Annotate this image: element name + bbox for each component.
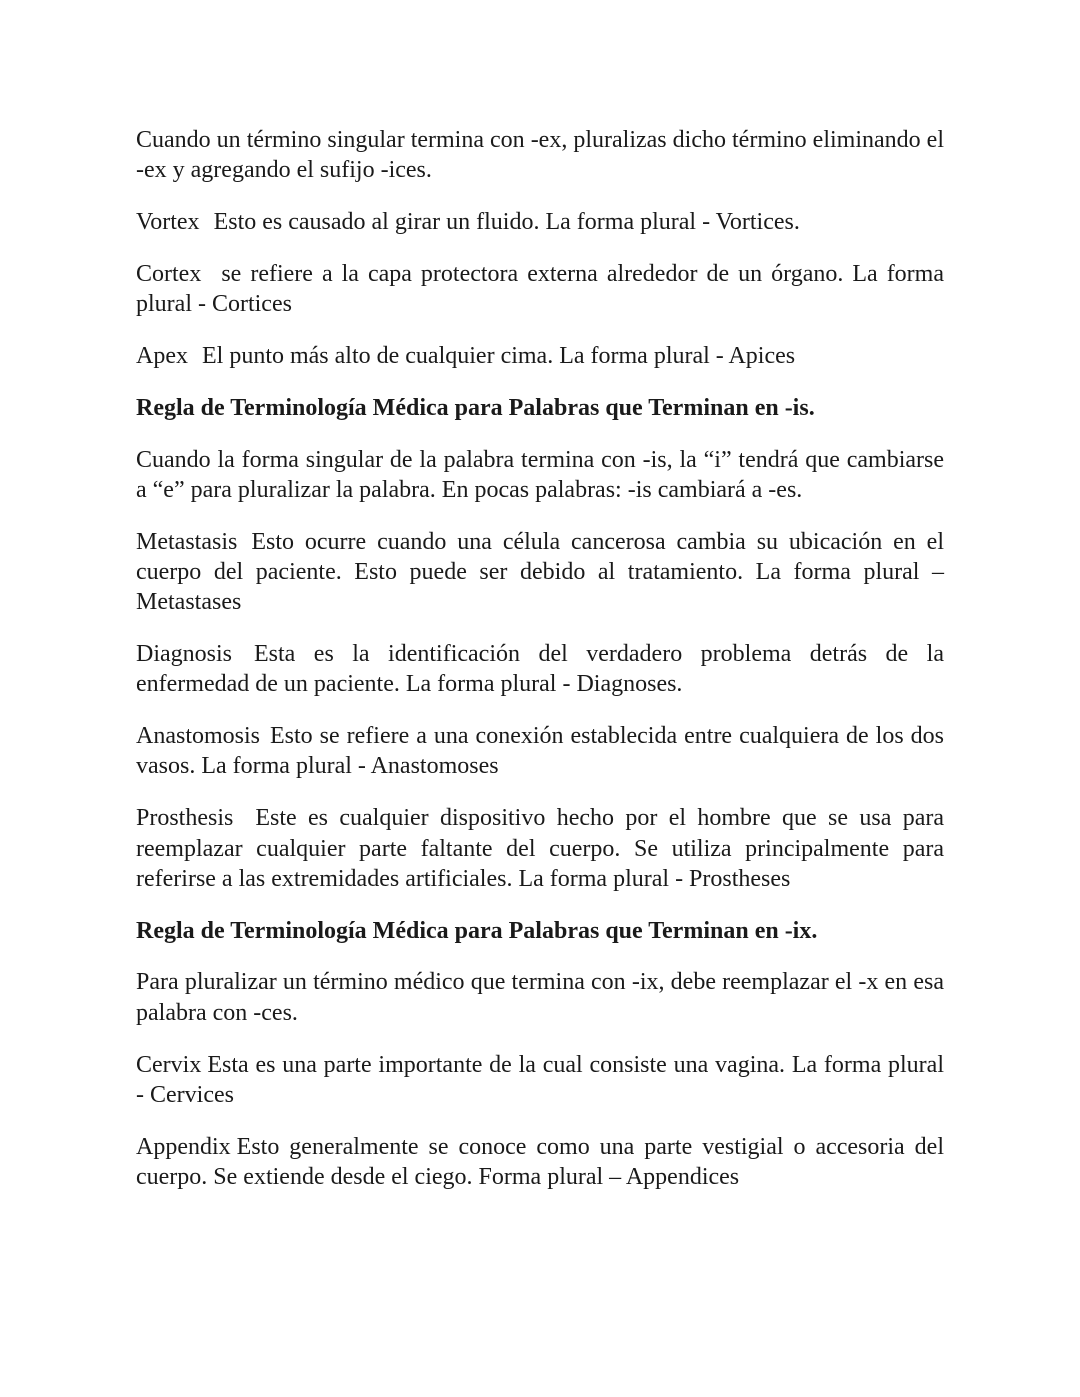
term-anastomosis: Anastomosis [136,723,261,750]
term-metastasis: Metastasis [136,528,238,555]
entry-prosthesis [136,803,944,894]
is-rule-paragraph: Cuando la forma singular de la palabra termina con -is, la “i” tendrá que cambiarse a “e” para pluralizar la palabra. En pocas palabras: -is cambiará a -es. [136,446,944,503]
ex-rule-paragraph: Cuando un término singular termina con -ex, pluralizas dicho término eliminando el -ex y agregando el sufijo -ices. [136,127,944,184]
definition-cortex: se refiere a la capa protectora externa alrededor de un órgano. La forma plural - Cortices [136,260,944,318]
definition-vortex: Esto es causado al girar un fluido. La forma plural - Vortices. [213,209,800,236]
entry-appendix [136,1132,944,1193]
term-prosthesis: Prosthesis [136,805,234,832]
term-cortex: Cortex [136,260,202,287]
term-appendix: Appendix [136,1133,231,1160]
definition-diagnosis: Esta es la identificación del verdadero problema detrás de la enfermedad de un paciente. La forma plural - Diagnoses. [136,641,944,698]
term-diagnosis: Diagnosis [136,641,232,668]
entry-cortex [136,259,944,320]
entry-diagnosis [136,639,944,700]
ix-rule-paragraph: Para pluralizar un término médico que termina con -ix, debe reemplazar el -x en esa palabra con -ces. [136,969,944,1026]
entry-apex [136,341,944,371]
entry-cervix [136,1050,944,1111]
definition-cervix: Esta es una parte importante de la cual consiste una vagina. La forma plural - Cervices [136,1051,944,1108]
definition-apex: El punto más alto de cualquier cima. La forma plural - Apices [201,342,796,369]
entry-metastasis [136,527,944,618]
term-apex: Apex [136,342,188,369]
is-rule-heading: Regla de Terminología Médica para Palabras que Terminan en -is. [136,394,815,421]
document-page [136,125,944,1214]
term-vortex: Vortex [136,209,200,236]
term-cervix: Cervix [136,1051,202,1078]
definition-metastasis: Esto ocurre cuando una célula cancerosa cambia su ubicación en el cuerpo del paciente. Esto puede ser debido al tratamiento. La forma plural – Metastases [136,528,944,616]
entry-anastomosis [136,721,944,782]
definition-appendix: Esto generalmente se conoce como una parte vestigial o accesoria del cuerpo. Se extiende desde el ciego. Forma plural – Appendices [136,1133,944,1190]
definition-prosthesis: Este es cualquier dispositivo hecho por el hombre que se usa para reemplazar cualquier parte faltante del cuerpo. Se utiliza principalmente para referirse a las extremidades artificiales. La forma plural - Prostheses [136,805,944,892]
ix-rule-heading: Regla de Terminología Médica para Palabras que Terminan en -ix. [136,917,818,944]
entry-vortex [136,207,944,237]
definition-anastomosis: Esto se refiere a una conexión establecida entre cualquiera de los dos vasos. La forma plural - Anastomoses [136,723,944,780]
